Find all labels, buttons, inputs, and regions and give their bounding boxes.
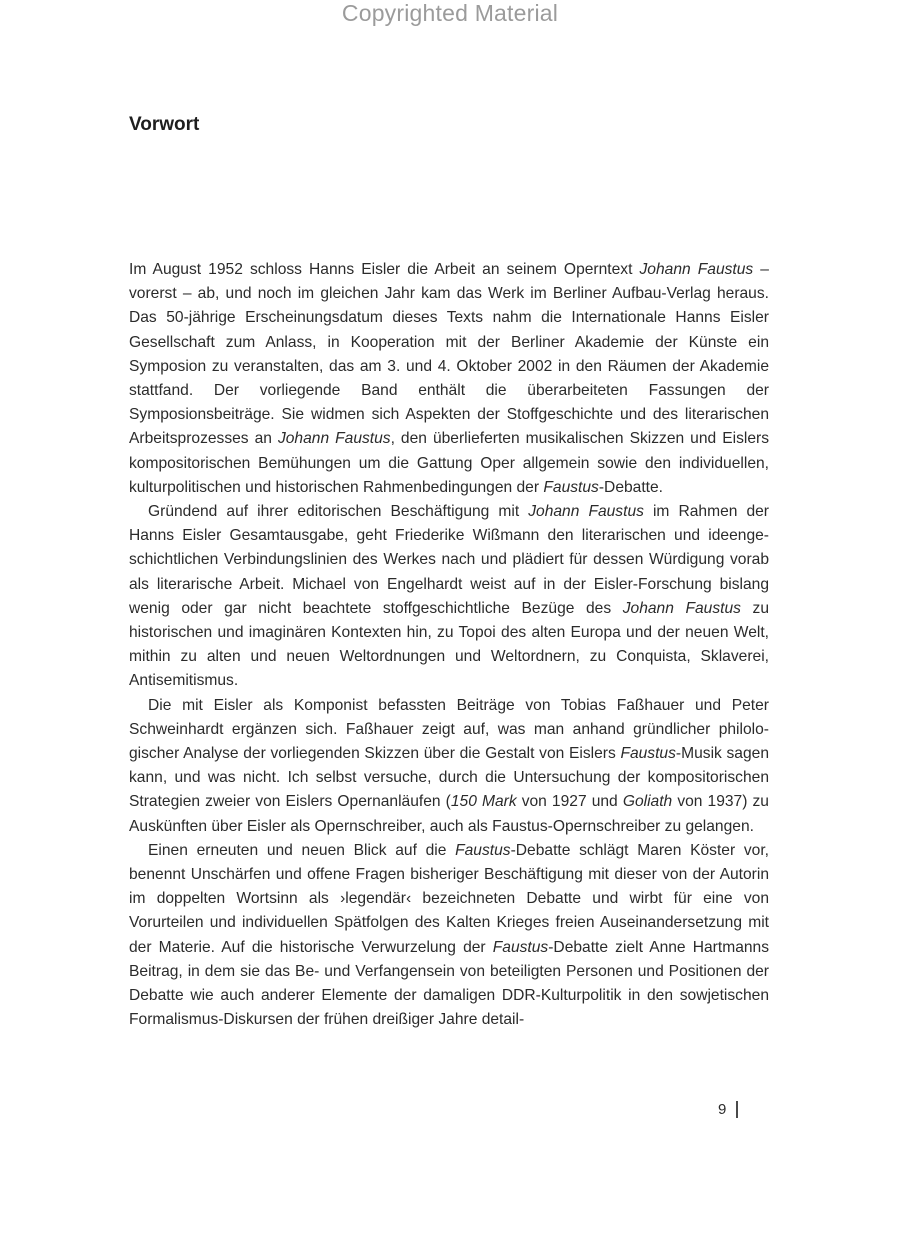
page-number: 9	[718, 1101, 727, 1118]
italic-run: Johann Faustus	[277, 430, 391, 448]
italic-run: 150 Mark	[450, 793, 517, 811]
text-run: zu historischen und imaginären Kontexten hin, zu Topoi des alten Europa und der neuen Welt, mithin zu alten und neuen Weltordnungen und Weltordnern, zu Conquista, Sklaverei, Antisemitismus.	[129, 599, 770, 690]
italic-run: Johann Faustus	[622, 599, 741, 617]
text-run: Die mit Eisler als Komponist befassten Beiträge von Tobias Faßhauer und Peter Schweinhardt ergänzen sich. Faßhauer zeigt auf, was man anhand gründlicher philologischer Analyse der vorliegenden Skizzen über die Gestalt von Eislers	[129, 696, 769, 763]
copyright-watermark: Copyrighted Material	[341, 0, 559, 26]
text-run: -Debatte schlägt Maren Köster vor, benennt Unschärfen und offene Fragen bisheriger Beschäftigung mit dieser von der Autorin im doppelten Wortsinn als ›legendär‹ bezeichneten Debatte und wirbt für eine von Vorurteilen und individuellen Spätfolgen des Kalten Krieges freien Auseinandersetzung mit der Materie. Auf die historische Verwurzelung der	[129, 841, 769, 956]
text-run: -Debatte zielt Anne Hartmanns Beitrag, in dem sie das Be- und Verfangensein von beteiligten Personen und Positionen der Debatte wie auch anderer Elemente der damaligen DDR-Kulturpolitik in den sowjetischen Formalismus-Diskursen der frühen dreißiger Jahre detail-	[129, 938, 770, 1029]
paragraph-4	[129, 839, 769, 1033]
chapter-heading: Vorwort	[129, 114, 200, 135]
text-run: -Musik sagen kann, und was nicht. Ich selbst versuche, durch die Untersuchung der kompositorischen Strategien zweier von Eislers Opernanläufen (	[129, 745, 769, 811]
italic-run: Faustus	[492, 938, 549, 956]
italic-run: Faustus	[620, 745, 676, 763]
text-run: von 1927 und	[516, 793, 623, 811]
text-run: im Rahmen der Hanns Eisler Gesamtausgabe, geht Friederike Wißmann den literarischen und ideengeschichtlichen Verbindungslinien des Werkes nach und plädiert für dessen Würdigung vorab als literarische Arbeit. Michael von Engelhardt weist auf in der Eisler-Forschung bislang wenig oder gar nicht beachtete stoffgeschichtliche Bezüge des	[129, 503, 769, 617]
italic-run: Goliath	[622, 793, 673, 811]
body-text	[129, 258, 769, 1033]
italic-run: Faustus	[455, 841, 511, 859]
paragraph-2	[129, 500, 769, 694]
italic-run: Johann Faustus	[639, 261, 754, 278]
text-run: Einen erneuten und neuen Blick auf die	[148, 841, 456, 859]
text-run: von 1937) zu Auskünften über Eisler als Opernschreiber, auch als Faustus-Opernschreiber zu gelangen.	[129, 793, 769, 835]
text-run: , den überlieferten musikalischen Skizzen und Eislers kompositorischen Bemühungen um die Gattung Oper allgemein sowie den individuellen, kulturpolitischen und historischen Rahmenbedingungen der	[129, 430, 769, 496]
paragraph-1	[129, 258, 769, 500]
text-run: Im August 1952 schloss Hanns Eisler die Arbeit an seinem Operntext	[129, 261, 640, 278]
text-run: Gründend auf ihrer editorischen Beschäftigung mit	[148, 503, 529, 521]
page-footer	[718, 1101, 738, 1118]
italic-run: Faustus	[543, 478, 599, 496]
italic-run: Johann Faustus	[528, 503, 644, 521]
text-run: -Debatte.	[598, 478, 664, 496]
folio-rule	[736, 1101, 738, 1118]
text-run: – vorerst – ab, und noch im gleichen Jahr kam das Werk im Berliner Aufbau-Verlag heraus. Das 50-jährige Erscheinungsdatum dieses Texts nahm die Internationale Hanns Eisler Gesellschaft zum Anlass, in Kooperation mit der Berliner Akademie der Künste ein Symposion zu veranstalten, das am 3. und 4. Oktober 2002 in den Räumen der Akademie stattfand. Der vorliegende Band enthält die überarbeiteten Fassungen der Symposionsbeiträge. Sie widmen sich Aspekten der Stoffgeschichte und des literarischen Arbeitsprozesses an	[129, 261, 769, 448]
paragraph-3	[129, 694, 769, 839]
